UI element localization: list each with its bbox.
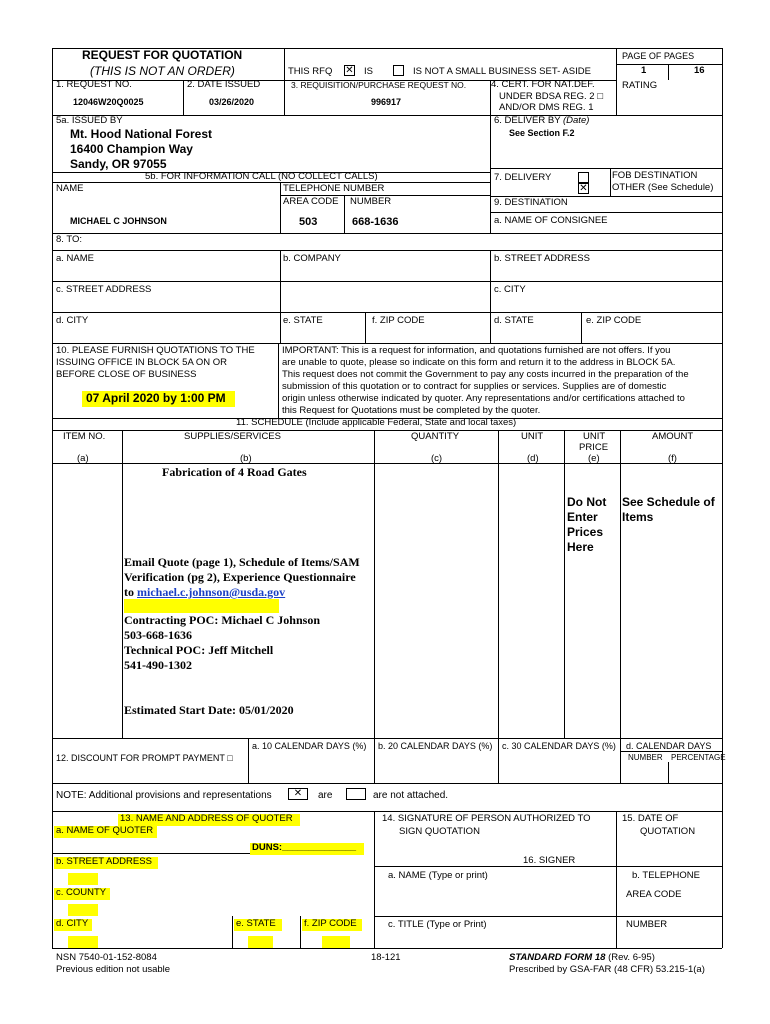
discount-calendar-days: d. CALENDAR DAYS [626,741,712,751]
footer-form-name: STANDARD FORM 18 [509,952,606,963]
footer-previous-edition: Previous edition not usable [56,964,171,975]
requisition-value: 996917 [371,97,402,107]
important-line-6: this Request for Quotations must be completed by the quoter. [282,405,541,416]
amount-note-2: Items [622,510,654,524]
footer-nsn: NSN 7540-01-152-8084 [56,952,157,963]
signer-area-code-label[interactable]: AREA CODE [626,889,682,900]
state-value-highlight [248,936,273,948]
item-title: Fabrication of 4 Road Gates [162,465,307,479]
county-value-highlight [68,904,98,916]
to-label: 8. TO: [56,234,83,245]
rating-label: RATING [622,80,658,91]
deliver-by-text: 6. DELIVER BY [494,115,561,126]
quoter-street-label[interactable]: b. STREET ADDRESS [56,856,152,867]
contact-number: 668-1636 [352,216,399,228]
date-quotation-line-1: 15. DATE OF [622,813,679,824]
issuer-street: 16400 Champion Way [70,142,193,156]
sub-f: (f) [668,453,677,464]
total-pages: 16 [694,65,705,76]
discount-20-days: b. 20 CALENDAR DAYS (%) [378,741,493,751]
contact-area-code: 503 [299,216,318,228]
price-note-2: Enter [567,510,598,524]
sub-b: (b) [240,453,252,464]
contact-name: MICHAEL C JOHNSON [70,216,167,226]
deliver-by-value: See Section F.2 [509,128,575,138]
to-company-label: b. COMPANY [283,253,341,264]
destination-zip-label: e. ZIP CODE [586,315,642,326]
fob-destination-label: FOB DESTINATION [612,170,698,181]
date-issued-value: 03/26/2020 [209,97,255,107]
sub-d: (d) [527,453,539,464]
note-not-attached: are not attached. [373,790,449,801]
other-delivery-label: OTHER (See Schedule) [612,182,714,193]
telephone-label: TELEPHONE NUMBER [283,183,385,194]
col-unit-price-2: PRICE [579,442,609,453]
date-issued-label: 2. DATE ISSUED [187,79,261,90]
technical-poc: Technical POC: Jeff Mitchell [124,643,274,657]
important-line-4: submission of this quotation or to contract for supplies or services. Supplies are of domestic [282,381,667,392]
footer-prescribed: Prescribed by GSA-FAR (48 CFR) 53.215-1(a) [509,964,705,975]
other-delivery-checkbox[interactable]: ✕ [579,183,588,194]
destination-label: 9. DESTINATION [494,197,568,208]
price-note-4: Here [567,540,594,554]
destination-street-label: b. STREET ADDRESS [494,253,590,264]
footer-revision: (Rev. 6-95) [608,952,655,963]
to-name-label: a. NAME [56,253,95,264]
footer-form-line [509,953,655,964]
col-unit: UNIT [521,431,544,442]
schedule-title: 11. SCHEDULE (Include applicable Federal, State and local taxes) [236,417,517,428]
signature-line-1: 14. SIGNATURE OF PERSON AUTHORIZED TO [382,813,591,824]
city-value-highlight [68,936,98,948]
name-label: NAME [56,183,84,194]
discount-percentage: PERCENTAGE [671,753,726,762]
date-quotation-line-2: QUOTATION [640,826,696,837]
sub-a: (a) [77,453,89,464]
signer-title: 16. SIGNER [523,855,576,866]
deliver-by-date-hint: (Date) [563,115,590,126]
cert-line-2: UNDER BDSA REG. 2 □ [499,91,603,102]
duns-field[interactable]: DUNS:______________ [252,842,357,853]
destination-city-label: c. CITY [494,284,526,295]
signer-title-label[interactable]: c. TITLE (Type or Print) [388,919,487,930]
signer-telephone-label: b. TELEPHONE [632,870,700,881]
contracting-poc: Contracting POC: Michael C Johnson [124,613,320,627]
estimated-start-date: Estimated Start Date: 05/01/2020 [124,703,294,717]
signer-number-label[interactable]: NUMBER [626,919,668,930]
delivery-label: 7. DELIVERY [494,172,552,183]
quoter-name-label[interactable]: a. NAME OF QUOTER [56,825,154,836]
issuer-city: Sandy, OR 97055 [70,157,167,171]
info-call-label: 5b. FOR INFORMATION CALL (NO COLLECT CALLS) [145,171,378,182]
is-label: IS [364,66,373,77]
email-highlight [124,599,279,613]
deliver-by-label [494,116,589,127]
note-text: NOTE: Additional provisions and representations [56,790,272,801]
col-item-no: ITEM NO. [63,431,106,442]
issued-by-label: 5a. ISSUED BY [56,115,123,126]
consignee-label: a. NAME OF CONSIGNEE [494,215,608,226]
destination-state-label: d. STATE [494,315,534,326]
email-link[interactable]: michael.c.johnson@usda.gov [137,585,286,599]
col-amount: AMOUNT [652,431,694,442]
furnish-line-1: 10. PLEASE FURNISH QUOTATIONS TO THE [56,345,255,356]
price-note-1: Do Not [567,495,607,509]
email-to-label: to [124,585,134,599]
to-state-label: e. STATE [283,315,323,326]
discount-number: NUMBER [628,753,663,762]
quoter-city-label[interactable]: d. CITY [56,918,89,929]
technical-poc-phone: 541-490-1302 [124,658,192,672]
set-aside-is-not-checkbox[interactable] [393,65,404,76]
furnish-line-2: ISSUING OFFICE IN BLOCK 5A ON OR [56,357,228,368]
page-of-pages-label: PAGE OF PAGES [622,51,695,61]
signer-name-label[interactable]: a. NAME (Type or print) [388,870,488,881]
form-title: REQUEST FOR QUOTATION [82,48,243,62]
set-aside-is-checkbox[interactable]: ✕ [345,65,354,76]
col-supplies: SUPPLIES/SERVICES [184,431,281,442]
set-aside-label: IS NOT A SMALL BUSINESS SET- ASIDE [413,66,591,77]
cert-line-1: 4. CERT. FOR NAT.DEF. [491,79,595,90]
signature-line-2: SIGN QUOTATION [399,826,480,837]
zip-value-highlight [322,936,350,948]
provisions-are-checkbox[interactable]: ✕ [288,788,308,800]
email-line-3 [124,586,285,600]
col-unit-price-1: UNIT [583,431,606,442]
email-line-2: Verification (pg 2), Experience Questionnaire [124,570,356,584]
this-rfq-label: THIS RFQ [288,66,333,77]
sub-c: (c) [431,453,443,464]
to-zip-label: f. ZIP CODE [372,315,425,326]
amount-note-1: See Schedule of [622,495,715,509]
col-quantity: QUANTITY [411,431,460,442]
quoter-zip-label[interactable]: f. ZIP CODE [304,918,357,929]
discount-label: 12. DISCOUNT FOR PROMPT PAYMENT □ [56,753,233,763]
page-number: 1 [641,65,647,76]
important-line-2: are unable to quote, please so indicate on this form and return it to the address in BLOCK 5A. [282,357,676,368]
contracting-poc-phone: 503-668-1636 [124,628,192,642]
important-line-5: origin unless otherwise indicated by quoter. Any representations and/or certifications attached to [282,393,685,404]
requisition-label: 3. REQUISITION/PURCHASE REQUEST NO. [291,80,467,90]
to-street-label: c. STREET ADDRESS [56,284,152,295]
provisions-not-attached-checkbox[interactable] [346,788,366,800]
street-value-highlight [68,873,98,885]
discount-30-days: c. 30 CALENDAR DAYS (%) [502,741,616,751]
important-line-3: This request does not commit the Government to pay any costs incurred in the preparation of the [282,369,689,380]
sub-e: (e) [588,453,600,464]
form-subtitle: (THIS IS NOT AN ORDER) [90,64,235,78]
furnish-line-3: BEFORE CLOSE OF BUSINESS [56,369,197,380]
area-code-label: AREA CODE [283,196,339,207]
to-city-label: d. CITY [56,315,89,326]
quoter-state-label[interactable]: e. STATE [236,918,276,929]
email-line-1: Email Quote (page 1), Schedule of Items/SAM [124,555,360,569]
discount-10-days: a. 10 CALENDAR DAYS (%) [252,741,367,751]
quote-deadline: 07 April 2020 by 1:00 PM [86,391,226,405]
issuer-name: Mt. Hood National Forest [70,127,212,141]
price-note-3: Prices [567,525,604,539]
number-label: NUMBER [350,196,392,207]
note-are: are [318,790,333,801]
footer-code: 18-121 [371,952,401,963]
request-no-label: 1. REQUEST NO. [56,79,132,90]
quoter-county-label[interactable]: c. COUNTY [56,887,107,898]
important-line-1: IMPORTANT: This is a request for information, and quotations furnished are not offers. If you [282,345,671,356]
quoter-title: 13. NAME AND ADDRESS OF QUOTER [120,813,293,824]
fob-destination-checkbox[interactable] [578,172,589,183]
request-no-value: 12046W20Q0025 [73,97,144,107]
cert-line-3: AND/OR DMS REG. 1 [499,102,594,113]
